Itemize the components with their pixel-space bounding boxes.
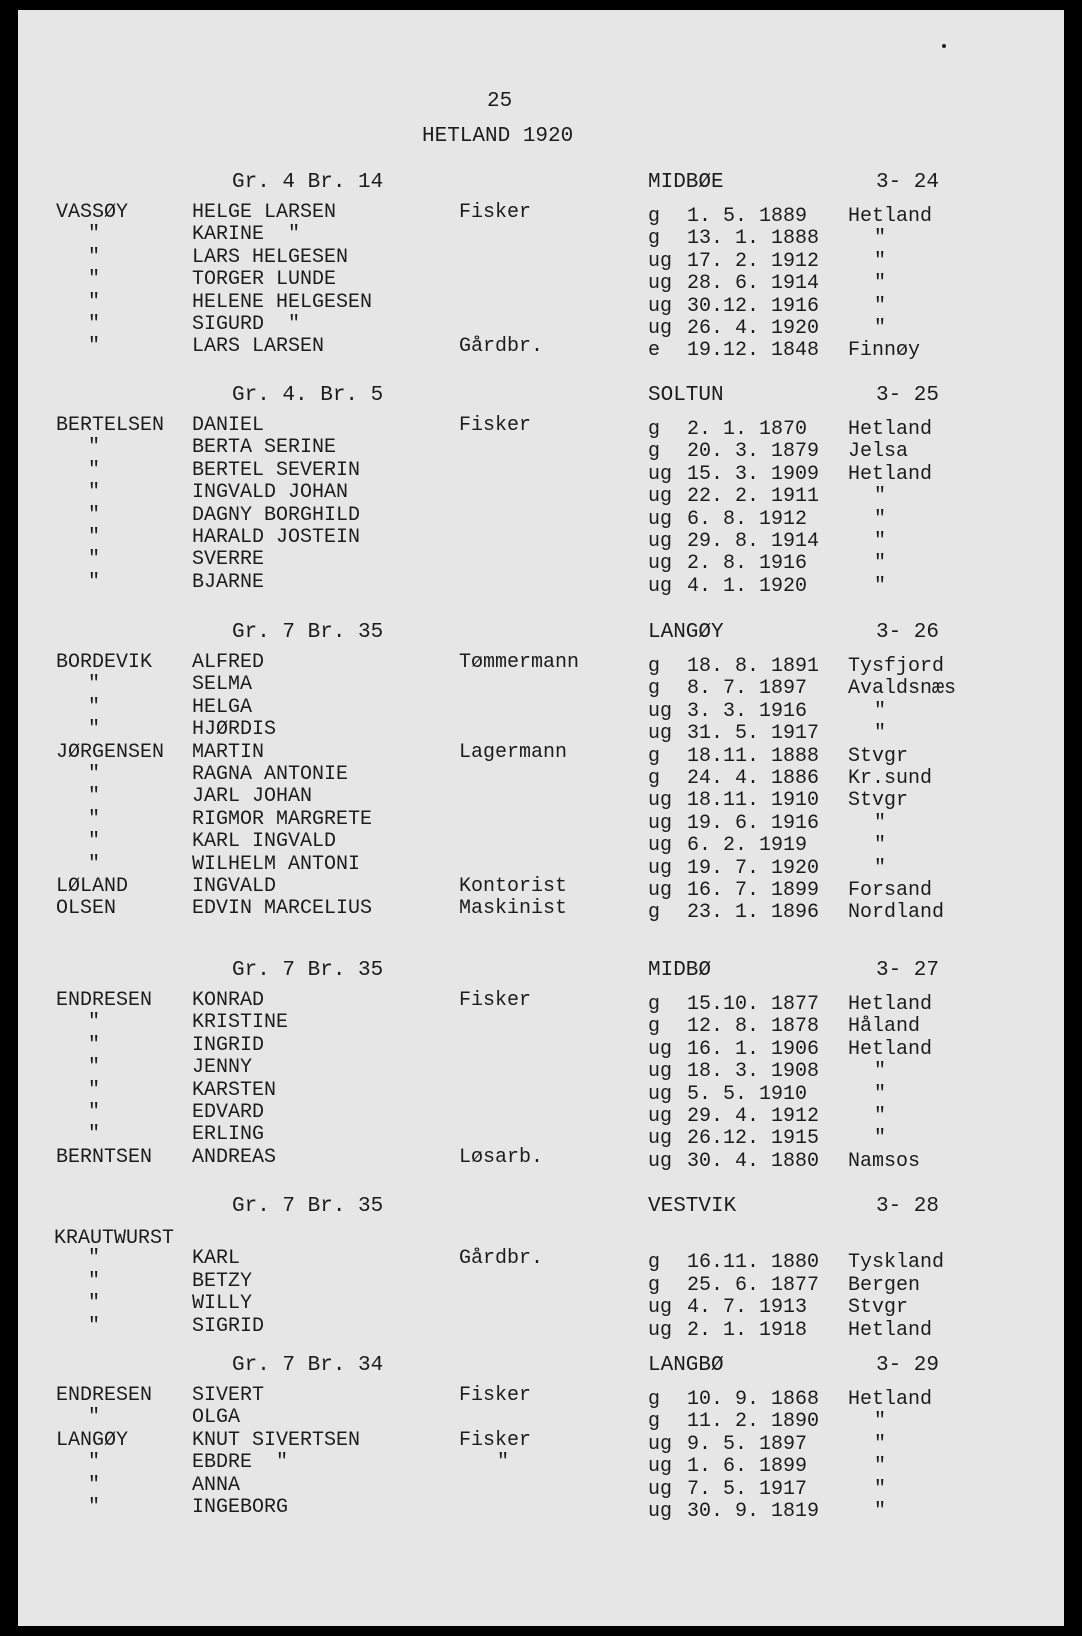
household-number: 3- 24: [876, 171, 940, 194]
person-name: INGVALD: [192, 875, 277, 898]
person-name: BERTA SERINE: [192, 436, 337, 460]
person-name: JENNY: [192, 1056, 253, 1080]
person-birthplace: Kr.sund: [848, 767, 933, 790]
person-name: INGRID: [192, 1033, 265, 1057]
person-birthplace: Hetland: [848, 1318, 933, 1342]
person-surname: ": [88, 1123, 101, 1147]
person-birth-date: 24. 4. 1886: [687, 767, 820, 790]
person-marital-status: ug: [648, 1082, 673, 1106]
person-birthplace: Jelsa: [848, 440, 909, 464]
person-birthplace: Stvgr: [848, 789, 909, 813]
person-surname: ": [88, 335, 101, 359]
household-farm: LANGØY: [648, 621, 724, 644]
person-name: SIGURD ": [192, 313, 301, 336]
person-name: ANDREAS: [192, 1145, 277, 1169]
person-birth-date: 30.12. 1916: [687, 294, 820, 318]
person-surname: ": [88, 763, 101, 786]
person-marital-status: g: [648, 1251, 661, 1275]
person-name: BETZY: [192, 1269, 253, 1293]
person-birth-date: 28. 6. 1914: [687, 272, 820, 296]
person-birth-date: 7. 5. 1917: [687, 1477, 808, 1501]
person-occupation: Fisker: [459, 989, 532, 1012]
person-surname: ": [88, 1011, 101, 1035]
household-farm: VESTVIK: [648, 1195, 737, 1218]
person-birth-date: 18. 8. 1891: [687, 655, 820, 678]
person-birthplace: ": [874, 1455, 887, 1479]
person-birth-date: 25. 6. 1877: [687, 1273, 820, 1297]
person-birth-date: 22. 2. 1911: [687, 485, 820, 509]
person-birthplace: Tysfjord: [848, 655, 945, 678]
person-surname: ": [88, 830, 101, 854]
person-name: WILLY: [192, 1292, 253, 1316]
household-farm: MIDBØ: [648, 959, 712, 982]
person-name: BJARNE: [192, 570, 265, 594]
person-birth-date: 12. 8. 1878: [687, 1015, 820, 1039]
document-page: [18, 10, 1064, 1626]
person-name: ERLING: [192, 1123, 265, 1147]
person-birth-date: 20. 3. 1879: [687, 440, 820, 464]
person-birthplace: Bergen: [848, 1273, 921, 1297]
person-birth-date: 16. 7. 1899: [687, 879, 820, 902]
person-surname: ": [88, 673, 101, 697]
person-surname: ": [88, 1473, 101, 1497]
person-birthplace: Hetland: [848, 418, 933, 441]
person-birth-date: 1. 5. 1889: [687, 205, 808, 228]
person-birthplace: ": [874, 530, 887, 553]
person-marital-status: ug: [648, 1149, 673, 1173]
person-birth-date: 19. 6. 1916: [687, 811, 820, 835]
person-birth-date: 6. 2. 1919: [687, 834, 808, 858]
person-marital-status: ug: [648, 1105, 673, 1128]
person-name: SIVERT: [192, 1384, 265, 1407]
household-number: 3- 25: [876, 384, 940, 407]
person-name: HJØRDIS: [192, 718, 277, 742]
person-surname: VASSØY: [56, 201, 129, 224]
person-marital-status: ug: [648, 462, 673, 486]
person-marital-status: ug: [648, 574, 673, 598]
person-surname: BERTELSEN: [56, 414, 165, 437]
household-farm: LANGBØ: [648, 1354, 724, 1377]
person-name: DANIEL: [192, 414, 265, 437]
person-birthplace: Hetland: [848, 1037, 933, 1061]
person-birthplace: Tyskland: [848, 1251, 945, 1275]
person-birth-date: 23. 1. 1896: [687, 901, 820, 925]
person-birthplace: Namsos: [848, 1149, 921, 1173]
person-birth-date: 2. 1. 1918: [687, 1318, 808, 1342]
person-birthplace: ": [874, 574, 887, 598]
person-marital-status: ug: [648, 485, 673, 509]
person-occupation: Fisker: [459, 1428, 532, 1452]
household-group-ref: Gr. 4. Br. 5: [232, 384, 384, 407]
person-name: KNUT SIVERTSEN: [192, 1428, 361, 1452]
person-birthplace: ": [874, 1105, 887, 1128]
person-birth-date: 15.10. 1877: [687, 993, 820, 1016]
person-surname: ": [88, 290, 101, 314]
person-surname: ": [88, 1056, 101, 1080]
person-birthplace: ": [874, 834, 887, 858]
person-occupation: Gårdbr.: [459, 1247, 544, 1271]
person-birthplace: Forsand: [848, 879, 933, 902]
household-group-ref: Gr. 7 Br. 34: [232, 1354, 384, 1377]
person-birth-date: 29. 8. 1914: [687, 530, 820, 553]
person-birth-date: 30. 9. 1819: [687, 1500, 820, 1523]
household-group-ref: Gr. 4 Br. 14: [232, 171, 384, 194]
person-birth-date: 13. 1. 1888: [687, 227, 820, 251]
person-name: KARL: [192, 1247, 241, 1271]
person-surname: BORDEVIK: [56, 651, 153, 674]
person-marital-status: g: [648, 227, 661, 251]
person-name: RAGNA ANTONIE: [192, 763, 349, 786]
person-marital-status: ug: [648, 249, 673, 273]
person-surname: ": [88, 1406, 101, 1430]
person-birthplace: ": [874, 856, 887, 880]
person-name: KARINE ": [192, 223, 301, 247]
household-surname: KRAUTWURST: [54, 1227, 175, 1250]
person-occupation: Fisker: [459, 1384, 532, 1407]
person-birthplace: ": [874, 811, 887, 835]
person-surname: ": [88, 1101, 101, 1124]
person-name: LARS HELGESEN: [192, 245, 349, 269]
person-surname: ": [88, 718, 101, 742]
person-marital-status: ug: [648, 789, 673, 813]
household-group-ref: Gr. 7 Br. 35: [232, 959, 384, 982]
person-name: BERTEL SEVERIN: [192, 458, 361, 482]
person-marital-status: ug: [648, 856, 673, 880]
person-birthplace: ": [874, 1127, 887, 1151]
person-marital-status: ug: [648, 1455, 673, 1479]
person-birthplace: ": [874, 722, 887, 746]
person-birthplace: ": [874, 294, 887, 318]
person-marital-status: ug: [648, 317, 673, 340]
person-name: SELMA: [192, 673, 253, 697]
person-name: RIGMOR MARGRETE: [192, 807, 373, 831]
person-marital-status: g: [648, 1410, 661, 1434]
household-number: 3- 26: [876, 621, 940, 644]
person-birth-date: 29. 4. 1912: [687, 1105, 820, 1128]
person-birthplace: ": [874, 1410, 887, 1434]
person-surname: ": [88, 570, 101, 594]
person-name: TORGER LUNDE: [192, 268, 337, 292]
person-marital-status: ug: [648, 1296, 673, 1320]
person-birthplace: ": [874, 1082, 887, 1106]
person-birthplace: ": [874, 249, 887, 273]
person-birth-date: 16.11. 1880: [687, 1251, 820, 1275]
person-surname: ": [88, 245, 101, 269]
person-marital-status: g: [648, 901, 661, 925]
person-surname: LANGØY: [56, 1428, 129, 1452]
person-name: INGVALD JOHAN: [192, 481, 349, 505]
person-birth-date: 8. 7. 1897: [687, 677, 808, 701]
person-surname: ": [88, 1078, 101, 1102]
person-birthplace: Stvgr: [848, 744, 909, 768]
person-name: KONRAD: [192, 989, 265, 1012]
person-birthplace: ": [874, 1500, 887, 1523]
person-marital-status: ug: [648, 1500, 673, 1523]
person-surname: ": [88, 503, 101, 527]
person-surname: ": [88, 695, 101, 719]
person-marital-status: ug: [648, 530, 673, 553]
person-birthplace: Finnøy: [848, 339, 921, 363]
person-birth-date: 4. 1. 1920: [687, 574, 808, 598]
person-marital-status: g: [648, 1273, 661, 1297]
person-occupation: Gårdbr.: [459, 335, 544, 359]
person-occupation: ": [497, 1451, 510, 1475]
person-birthplace: Nordland: [848, 901, 945, 925]
person-name: JARL JOHAN: [192, 785, 313, 809]
person-birthplace: Hetland: [848, 205, 933, 228]
person-birthplace: Håland: [848, 1015, 921, 1039]
person-name: KARL INGVALD: [192, 830, 337, 854]
person-marital-status: ug: [648, 879, 673, 902]
person-marital-status: g: [648, 1015, 661, 1039]
person-name: HELENE HELGESEN: [192, 290, 373, 314]
person-marital-status: g: [648, 418, 661, 441]
person-birth-date: 30. 4. 1880: [687, 1149, 820, 1173]
person-marital-status: ug: [648, 811, 673, 835]
person-name: SIGRID: [192, 1314, 265, 1338]
person-marital-status: ug: [648, 552, 673, 576]
person-marital-status: g: [648, 744, 661, 768]
person-birth-date: 3. 3. 1916: [687, 699, 808, 723]
person-marital-status: g: [648, 655, 661, 678]
person-marital-status: ug: [648, 294, 673, 318]
person-birth-date: 2. 8. 1916: [687, 552, 808, 576]
household-group-ref: Gr. 7 Br. 35: [232, 1195, 384, 1218]
person-surname: ": [88, 436, 101, 460]
person-birth-date: 15. 3. 1909: [687, 462, 820, 486]
person-surname: ": [88, 1292, 101, 1316]
person-name: EDVARD: [192, 1101, 265, 1124]
person-birthplace: Stvgr: [848, 1296, 909, 1320]
page-number: 25: [487, 90, 513, 113]
person-birth-date: 9. 5. 1897: [687, 1432, 808, 1456]
household-group-ref: Gr. 7 Br. 35: [232, 621, 384, 644]
person-birthplace: ": [874, 1432, 887, 1456]
person-name: KRISTINE: [192, 1011, 289, 1035]
household-number: 3- 29: [876, 1354, 940, 1377]
person-surname: LØLAND: [56, 875, 129, 898]
person-surname: ": [88, 268, 101, 292]
page-title: HETLAND 1920: [422, 125, 574, 148]
person-birthplace: ": [874, 317, 887, 340]
person-name: ALFRED: [192, 651, 265, 674]
person-marital-status: ug: [648, 722, 673, 746]
person-marital-status: ug: [648, 507, 673, 531]
person-marital-status: ug: [648, 1127, 673, 1151]
person-birth-date: 31. 5. 1917: [687, 722, 820, 746]
person-surname: ": [88, 807, 101, 831]
person-surname: ": [88, 458, 101, 482]
person-marital-status: ug: [648, 272, 673, 296]
person-birth-date: 18.11. 1910: [687, 789, 820, 813]
person-name: LARS LARSEN: [192, 335, 325, 359]
person-birth-date: 11. 2. 1890: [687, 1410, 820, 1434]
person-name: EDVIN MARCELIUS: [192, 897, 373, 921]
person-marital-status: ug: [648, 834, 673, 858]
person-marital-status: g: [648, 205, 661, 228]
person-surname: ": [88, 785, 101, 809]
person-birthplace: ": [874, 227, 887, 251]
person-occupation: Fisker: [459, 201, 532, 224]
household-farm: SOLTUN: [648, 384, 724, 407]
person-birth-date: 10. 9. 1868: [687, 1388, 820, 1411]
person-birth-date: 4. 7. 1913: [687, 1296, 808, 1320]
person-marital-status: ug: [648, 1037, 673, 1061]
person-marital-status: g: [648, 767, 661, 790]
person-surname: ": [88, 1247, 101, 1271]
person-occupation: Lagermann: [459, 740, 568, 764]
person-name: OLGA: [192, 1406, 241, 1430]
person-birthplace: Hetland: [848, 1388, 933, 1411]
person-marital-status: ug: [648, 1432, 673, 1456]
person-name: DAGNY BORGHILD: [192, 503, 361, 527]
person-marital-status: g: [648, 677, 661, 701]
person-marital-status: e: [648, 339, 661, 363]
person-marital-status: ug: [648, 1477, 673, 1501]
person-birth-date: 18. 3. 1908: [687, 1060, 820, 1084]
person-surname: OLSEN: [56, 897, 117, 921]
person-birthplace: ": [874, 552, 887, 576]
person-marital-status: g: [648, 440, 661, 464]
person-birthplace: ": [874, 1477, 887, 1501]
person-marital-status: ug: [648, 1318, 673, 1342]
person-name: HELGA: [192, 695, 253, 719]
person-occupation: Løsarb.: [459, 1145, 544, 1169]
person-birthplace: ": [874, 699, 887, 723]
person-name: INGEBORG: [192, 1496, 289, 1519]
person-surname: ENDRESEN: [56, 1384, 153, 1407]
person-name: HELGE LARSEN: [192, 201, 337, 224]
person-surname: ": [88, 526, 101, 549]
person-surname: ": [88, 852, 101, 876]
person-name: WILHELM ANTONI: [192, 852, 361, 876]
person-surname: ": [88, 313, 101, 336]
person-name: EBDRE ": [192, 1451, 289, 1475]
person-surname: ": [88, 223, 101, 247]
household-farm: MIDBØE: [648, 171, 724, 194]
person-name: KARSTEN: [192, 1078, 277, 1102]
person-occupation: Tømmermann: [459, 651, 580, 674]
person-name: ANNA: [192, 1473, 241, 1497]
person-birth-date: 19.12. 1848: [687, 339, 820, 363]
person-marital-status: ug: [648, 699, 673, 723]
person-surname: ": [88, 548, 101, 572]
person-birthplace: ": [874, 272, 887, 296]
person-name: HARALD JOSTEIN: [192, 526, 361, 549]
person-surname: ": [88, 481, 101, 505]
person-birth-date: 2. 1. 1870: [687, 418, 808, 441]
person-surname: BERNTSEN: [56, 1145, 153, 1169]
person-surname: ": [88, 1314, 101, 1338]
person-birth-date: 18.11. 1888: [687, 744, 820, 768]
person-name: SVERRE: [192, 548, 265, 572]
person-birth-date: 26. 4. 1920: [687, 317, 820, 340]
person-marital-status: ug: [648, 1060, 673, 1084]
person-occupation: Maskinist: [459, 897, 568, 921]
person-birthplace: ": [874, 507, 887, 531]
person-birthplace: ": [874, 485, 887, 509]
person-birth-date: 1. 6. 1899: [687, 1455, 808, 1479]
person-occupation: Kontorist: [459, 875, 568, 898]
person-surname: ENDRESEN: [56, 989, 153, 1012]
person-birth-date: 19. 7. 1920: [687, 856, 820, 880]
person-birthplace: Hetland: [848, 462, 933, 486]
person-surname: ": [88, 1496, 101, 1519]
household-number: 3- 27: [876, 959, 940, 982]
person-birth-date: 17. 2. 1912: [687, 249, 820, 273]
person-birthplace: Hetland: [848, 993, 933, 1016]
person-marital-status: g: [648, 993, 661, 1016]
person-birthplace: Avaldsnæs: [848, 677, 957, 701]
person-surname: ": [88, 1033, 101, 1057]
person-birth-date: 5. 5. 1910: [687, 1082, 808, 1106]
person-surname: JØRGENSEN: [56, 740, 165, 764]
person-birthplace: ": [874, 1060, 887, 1084]
person-name: MARTIN: [192, 740, 265, 764]
person-surname: ": [88, 1451, 101, 1475]
person-birth-date: 16. 1. 1906: [687, 1037, 820, 1061]
ink-dot: [942, 44, 946, 48]
person-birth-date: 26.12. 1915: [687, 1127, 820, 1151]
person-occupation: Fisker: [459, 414, 532, 437]
person-surname: ": [88, 1269, 101, 1293]
person-marital-status: g: [648, 1388, 661, 1411]
household-number: 3- 28: [876, 1195, 940, 1218]
person-birth-date: 6. 8. 1912: [687, 507, 808, 531]
